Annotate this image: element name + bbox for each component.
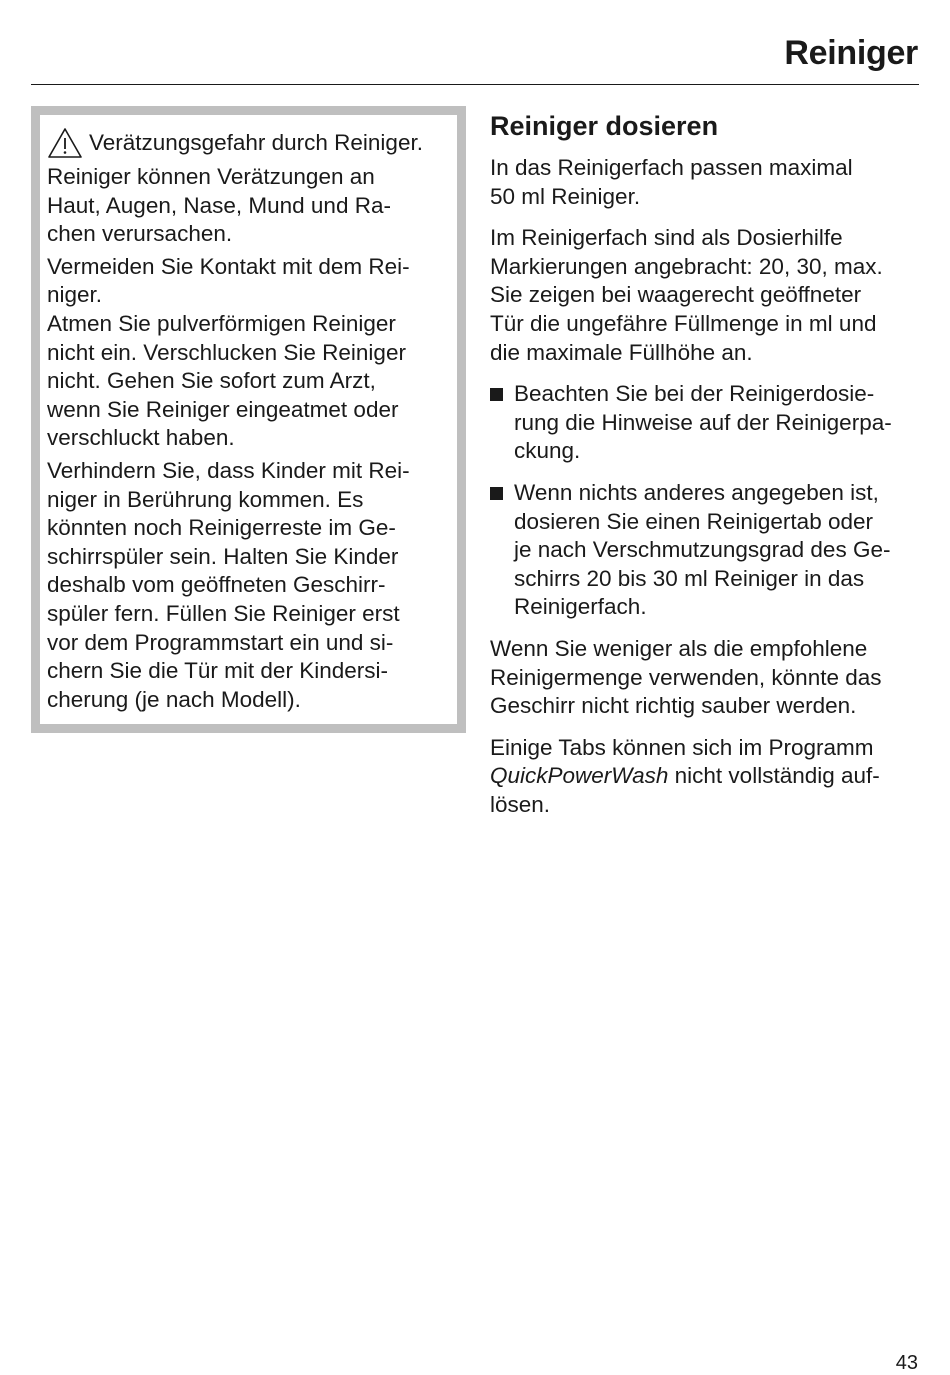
warning-paragraph [47, 163, 449, 249]
bullet-text [514, 479, 890, 622]
text-line: Beachten Sie bei der Reinigerdosie- [514, 381, 875, 407]
text-line: wenn Sie Reiniger eingeatmet oder [47, 396, 399, 422]
paragraph [490, 635, 922, 721]
bullet-square-icon [490, 388, 503, 401]
text-line: Reinigermenge verwenden, könnte das [490, 664, 882, 690]
text-line: Geschirr nicht richtig sauber werden. [490, 693, 857, 719]
warning-title-text: Verätzungsgefahr durch Reiniger. [89, 129, 423, 155]
section-heading: Reiniger dosieren [490, 111, 719, 141]
text-line: Verhindern Sie, dass Kinder mit Rei- [47, 457, 410, 483]
text-line: Wenn Sie weniger als die empfohlene [490, 635, 868, 661]
text-line: Atmen Sie pulverförmigen Reiniger [47, 310, 396, 336]
bullet-text [514, 380, 892, 466]
warning-paragraph [47, 253, 449, 310]
text-line: nicht vollständig auf- [668, 763, 880, 789]
text-line: schirrs 20 bis 30 ml Reiniger in das [514, 565, 865, 591]
page-header-title: Reiniger [784, 34, 918, 72]
text-line: spüler fern. Füllen Sie Reiniger erst [47, 600, 400, 626]
text-line: 50 ml Reiniger. [490, 183, 641, 209]
text-line: Markierungen angebracht: 20, 30, max. [490, 253, 883, 279]
text-line: ckung. [514, 438, 581, 464]
warning-triangle-icon [47, 127, 83, 159]
warning-box [31, 106, 466, 733]
text-line: die maximale Füllhöhe an. [490, 339, 753, 365]
warning-paragraph [47, 457, 449, 714]
warning-paragraph [47, 310, 449, 453]
text-line: Reinigerfach. [514, 594, 647, 620]
text-line: rung die Hinweise auf der Reinigerpa- [514, 409, 892, 435]
text-line: nicht ein. Verschlucken Sie Reiniger [47, 339, 406, 365]
text-line: könnten noch Reinigerreste im Ge- [47, 515, 396, 541]
text-line: cherung (je nach Modell). [47, 686, 301, 712]
text-line: Einige Tabs können sich im Programm [490, 734, 874, 760]
page-number: 43 [895, 1352, 918, 1374]
text-line: Haut, Augen, Nase, Mund und Ra- [47, 192, 391, 218]
bullet-item [490, 479, 922, 622]
warning-heading [47, 127, 449, 159]
text-line: niger in Berührung kommen. Es [47, 486, 364, 512]
text-line: Vermeiden Sie Kontakt mit dem Rei- [47, 253, 410, 279]
bullet-square-icon [490, 487, 503, 500]
section-reiniger-dosieren [490, 108, 922, 832]
bullet-item [490, 380, 922, 466]
text-line: Im Reinigerfach sind als Dosierhilfe [490, 225, 843, 251]
text-line: niger. [47, 282, 103, 308]
text-line: chern Sie die Tür mit der Kindersi- [47, 658, 388, 684]
text-line: je nach Verschmutzungsgrad des Ge- [514, 537, 891, 563]
text-line: lösen. [490, 791, 551, 817]
text-line: In das Reinigerfach passen maximal [490, 155, 853, 180]
paragraph [490, 154, 922, 211]
text-line: deshalb vom geöffneten Geschirr- [47, 572, 386, 598]
header-divider [31, 84, 919, 85]
text-line: Sie zeigen bei waagerecht geöffneter [490, 282, 862, 308]
paragraph [490, 734, 922, 820]
paragraph [490, 224, 922, 367]
text-line: vor dem Programmstart ein und si- [47, 629, 394, 655]
text-line: dosieren Sie einen Reinigertab oder [514, 508, 873, 534]
text-line: verschluckt haben. [47, 425, 235, 451]
program-name: QuickPowerWash [490, 763, 669, 789]
text-line: Tür die ungefähre Füllmenge in ml und [490, 310, 877, 336]
text-line: schirrspüler sein. Halten Sie Kinder [47, 543, 399, 569]
text-line: nicht. Gehen Sie sofort zum Arzt, [47, 368, 376, 394]
text-line: chen verursachen. [47, 221, 233, 247]
text-line: Wenn nichts anderes angegeben ist, [514, 479, 879, 505]
text-line: Reiniger können Verätzungen an [47, 164, 375, 189]
